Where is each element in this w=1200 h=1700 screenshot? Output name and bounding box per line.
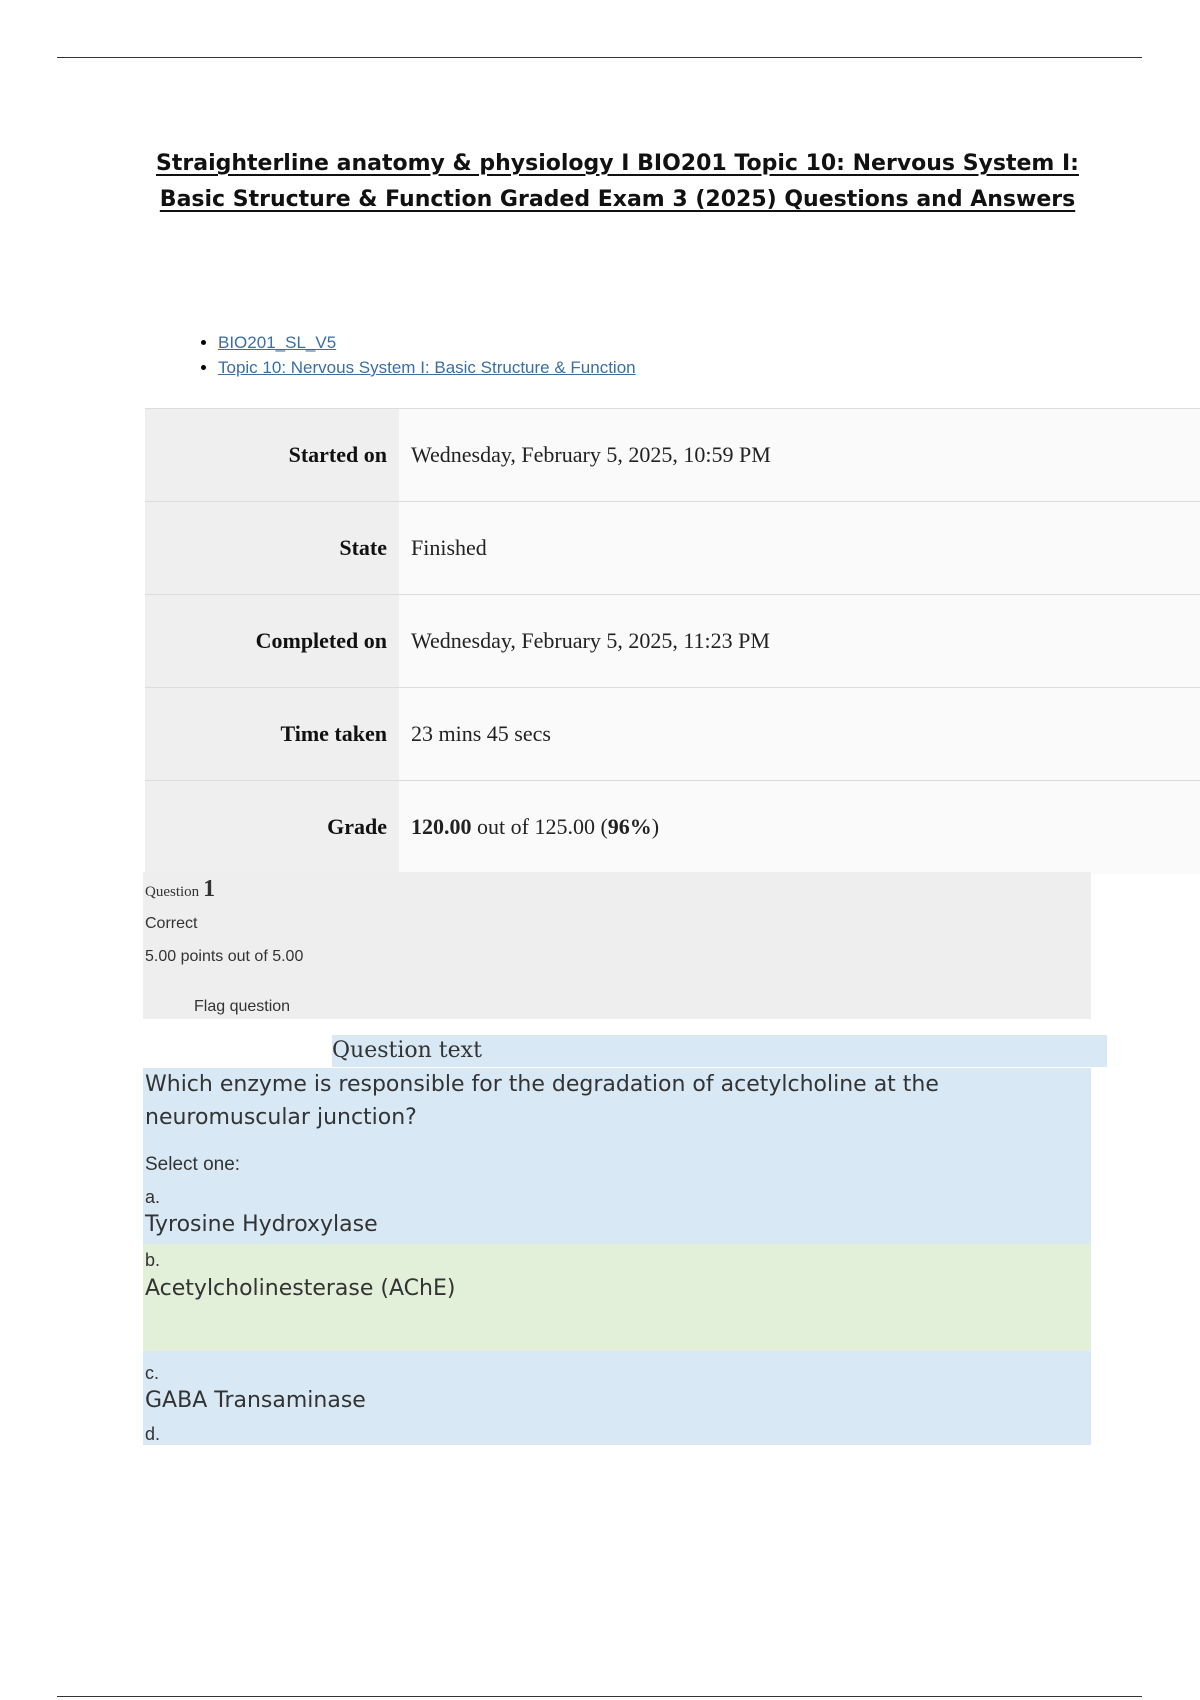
question-info-panel (143, 872, 1091, 1019)
option-a-text[interactable]: Tyrosine Hydroxylase (145, 1212, 378, 1237)
question-number-value: 1 (203, 876, 216, 902)
top-rule (57, 57, 1142, 58)
summary-value: Finished (399, 502, 1200, 595)
document-title: Straighterline anatomy & physiology I BIO201 Topic 10: Nervous System I: Basic Structure & Function Graded Exam 3 (2025) Questions and Answers (156, 151, 1079, 212)
grade-score: 120.00 (411, 814, 472, 840)
summary-value: Wednesday, February 5, 2025, 10:59 PM (399, 409, 1200, 502)
grade-value (399, 781, 1200, 874)
grade-close: ) (651, 814, 660, 840)
summary-label: Completed on (145, 595, 399, 688)
summary-value: 23 mins 45 secs (399, 688, 1200, 781)
option-c-letter: c. (145, 1363, 160, 1383)
breadcrumb-link-topic[interactable]: Topic 10: Nervous System I: Basic Structure & Function (218, 358, 636, 377)
summary-row-completed (145, 595, 1200, 688)
grade-out-of: out of 125.00 ( (471, 814, 608, 840)
summary-value: Wednesday, February 5, 2025, 11:23 PM (399, 595, 1200, 688)
option-b-letter: b. (145, 1250, 161, 1270)
breadcrumb-item-topic (218, 355, 636, 380)
select-one-prompt: Select one: (145, 1154, 241, 1175)
option-b-text[interactable]: Acetylcholinesterase (AChE) (145, 1276, 456, 1301)
breadcrumb-link-course[interactable]: BIO201_SL_V5 (218, 333, 337, 352)
question-text: Which enzyme is responsible for the degradation of acetylcholine at the neuromuscular junction? (145, 1072, 939, 1130)
option-a-letter: a. (145, 1187, 161, 1207)
summary-row-state (145, 502, 1200, 595)
question-state: Correct (145, 915, 198, 932)
question-text-heading: Question text (332, 1035, 1107, 1067)
summary-row-grade (145, 781, 1200, 874)
flag-question-link[interactable]: Flag question (194, 998, 291, 1015)
summary-label: State (145, 502, 399, 595)
grade-percent: 96% (607, 814, 652, 840)
breadcrumb-item-course (218, 330, 636, 355)
summary-row-time-taken (145, 688, 1200, 781)
option-d-letter: d. (145, 1424, 161, 1444)
attempt-summary-table (145, 408, 1200, 874)
summary-label: Grade (145, 781, 399, 874)
summary-label: Started on (145, 409, 399, 502)
bottom-rule (57, 1696, 1142, 1697)
question-points: 5.00 points out of 5.00 (145, 948, 304, 965)
summary-label: Time taken (145, 688, 399, 781)
question-label: Question (145, 884, 200, 900)
question-number (145, 876, 215, 903)
breadcrumb (180, 330, 636, 380)
option-c-text[interactable]: GABA Transaminase (145, 1388, 366, 1413)
summary-row-started (145, 409, 1200, 502)
